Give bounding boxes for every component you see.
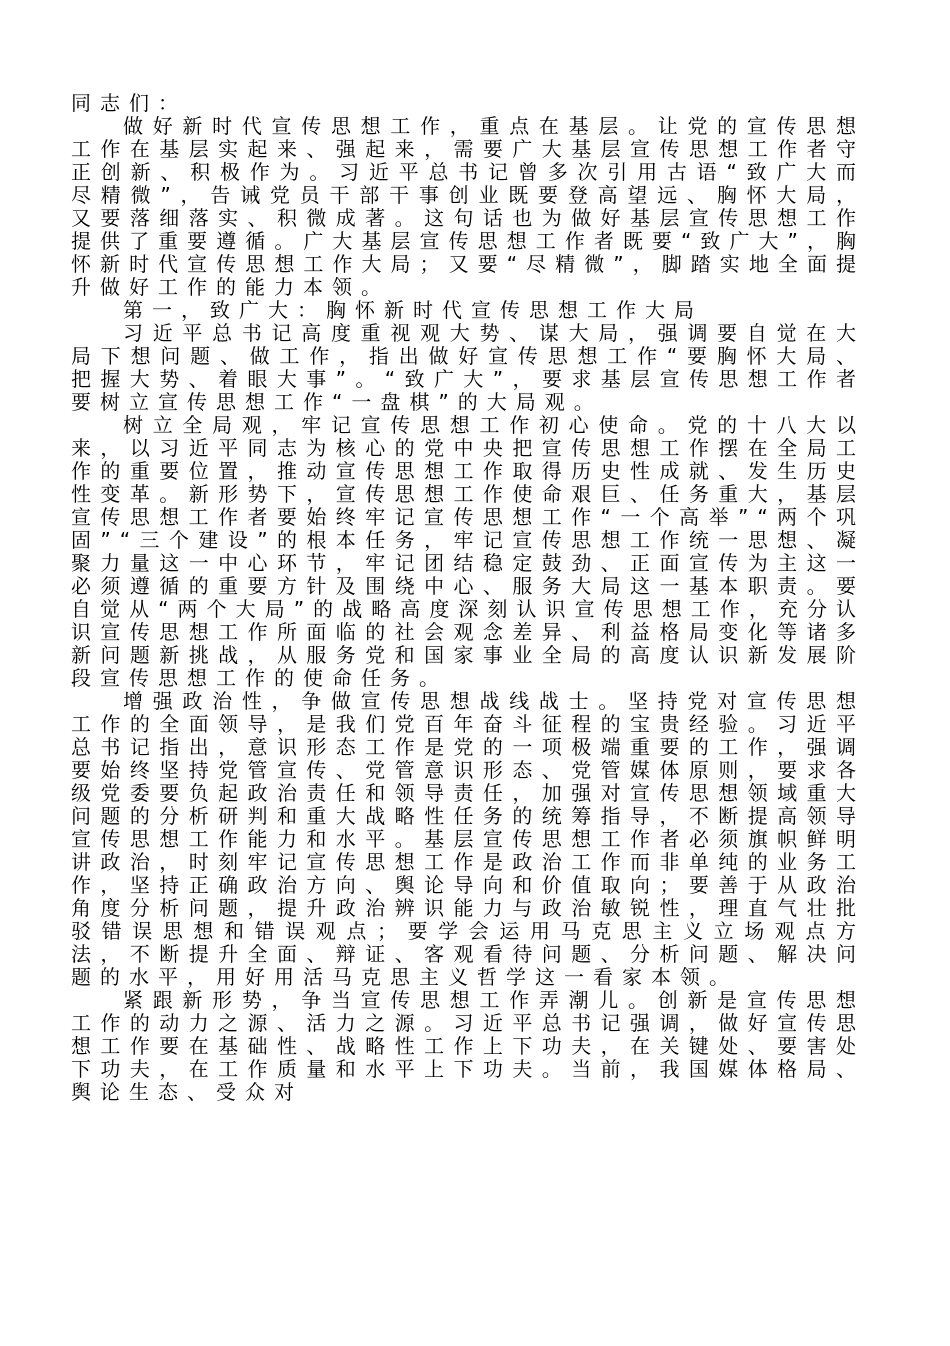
- salutation: 同志们：: [71, 91, 187, 115]
- section-heading: 第一，致广大：胸怀新时代宣传思想工作大局: [123, 298, 703, 322]
- body-paragraph: 增强政治性，争做宣传思想战线战士。坚持党对宣传思想工作的全面领导，是我们党百年奋斗征程的宝贵经验。习近平总书记指出，意识形态工作是党的一项极端重要的工作，强调要始终坚持党管宣传、党管意识形态、党管媒体原则，要求各级党委要负起政治责任和领导责任，加强对宣传思想领域重大问题的分析研判和重大战略性任务的统筹指导，不断提高领导宣传思想工作能力和水平。基层宣传思想工作者必须旗帜鲜明讲政治，时刻牢记宣传思想工作是政治工作而非单纯的业务工作，坚持正确政治方向、舆论导向和价值取向；要善于从政治角度分析问题，提升政治辨识能力与政治敏锐性，理直气壮批驳错误思想和错误观点；要学会运用马克思主义立场观点方法，不断提升全面、辩证、客观看待问题、分析问题、解决问题的水平，用好用活马克思主义哲学这一看家本领。: [71, 689, 865, 989]
- intro-paragraph: 做好新时代宣传思想工作，重点在基层。让党的宣传思想工作在基层实起来、强起来，需要广大基层宣传思想工作者守正创新、积极作为。习近平总书记曾多次引用古语“致广大而尽精微”，告诫党员干部干事创业既要登高望远、胸怀大局，又要落细落实、积微成著。这句话也为做好基层宣传思想工作提供了重要遵循。广大基层宣传思想工作者既要“致广大”，胸怀新时代宣传思想工作大局；又要“尽精微”，脚踏实地全面提升做好工作的能力本领。: [71, 114, 865, 299]
- body-paragraph: 习近平总书记高度重视观大势、谋大局，强调要自觉在大局下想问题、做工作，指出做好宣传思想工作“要胸怀大局、把握大势、着眼大事”。“致广大”，要求基层宣传思想工作者要树立宣传思想工作“一盘棋”的大局观。: [71, 321, 865, 414]
- body-paragraph: 紧跟新形势，争当宣传思想工作弄潮儿。创新是宣传思想工作的动力之源、活力之源。习近平总书记强调，做好宣传思想工作要在基础性、战略性工作上下功夫，在关键处、要害处下功夫，在工作质量和水平上下功夫。当前，我国媒体格局、舆论生态、受众对: [71, 988, 865, 1104]
- body-paragraph: 树立全局观，牢记宣传思想工作初心使命。党的十八大以来，以习近平同志为核心的党中央把宣传思想工作摆在全局工作的重要位置，推动宣传思想工作取得历史性成就、发生历史性变革。新形势下，宣传思想工作使命艰巨、任务重大，基层宣传思想工作者要始终牢记宣传思想工作“一个高举”“两个巩固”“三个建设”的根本任务，牢记宣传思想工作统一思想、凝聚力量这一中心环节，牢记团结稳定鼓劲、正面宣传为主这一必须遵循的重要方针及围绕中心、服务大局这一基本职责。要自觉从“两个大局”的战略高度深刻认识宣传思想工作，充分认识宣传思想工作所面临的社会观念差异、利益格局变化等诸多新问题新挑战，从服务党和国家事业全局的高度认识新发展阶段宣传思想工作的使命任务。: [71, 413, 865, 690]
- document-page: [71, 92, 865, 1104]
